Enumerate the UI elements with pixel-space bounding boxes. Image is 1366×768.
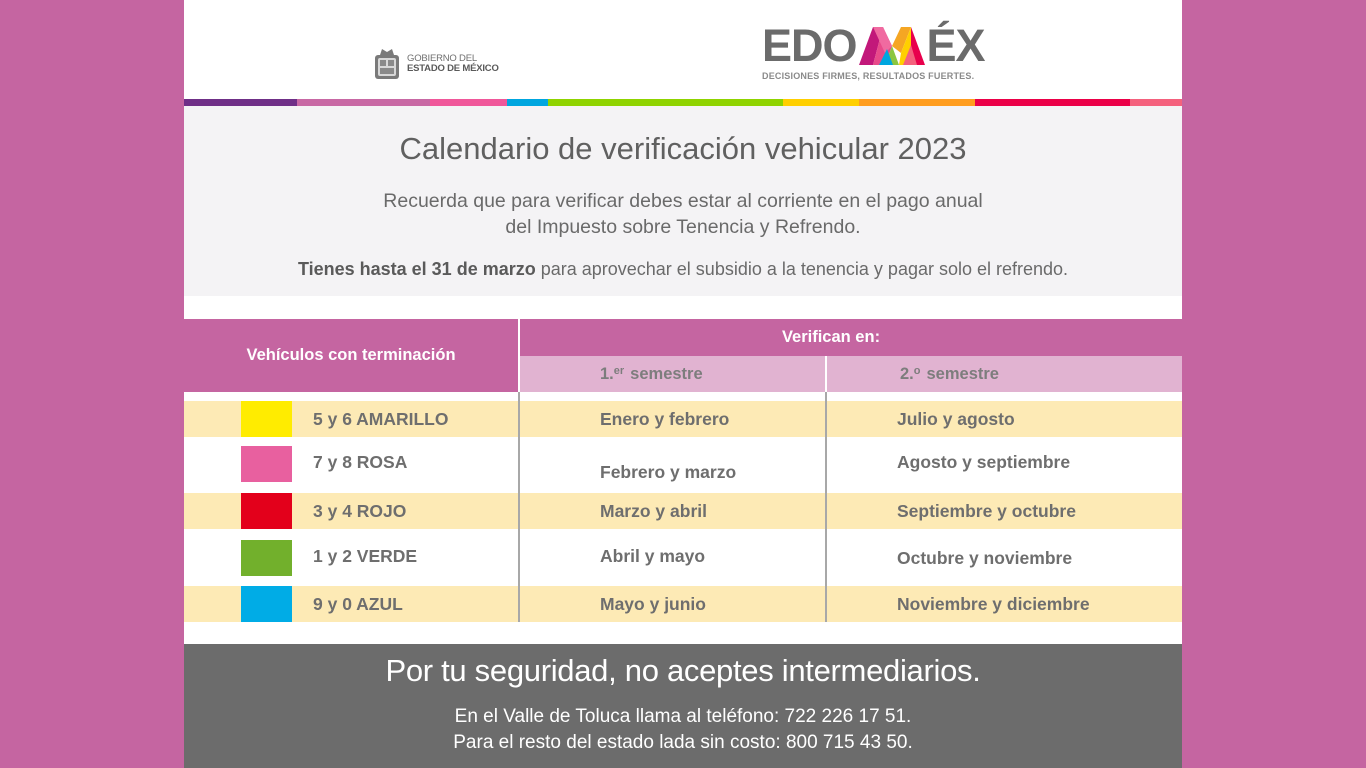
color-stripe-segment xyxy=(783,99,859,106)
header-semestre-1 xyxy=(520,356,825,392)
terminacion-cell: 7 y 8 ROSA xyxy=(313,451,408,472)
intro-notice xyxy=(184,188,1182,240)
verification-calendar-page xyxy=(184,0,1182,768)
semestre1-cell: Marzo y abril xyxy=(600,500,707,521)
color-stripe-segment xyxy=(1130,99,1182,106)
color-stripe-segment xyxy=(297,99,430,106)
deadline-rest: para aprovechar el subsidio a la tenencia y pagar solo el refrendo. xyxy=(535,259,1069,279)
color-swatch-amarillo xyxy=(241,401,292,437)
deadline-notice xyxy=(184,259,1182,280)
gobierno-line2: ESTADO DE MÉXICO xyxy=(407,63,499,74)
coat-of-arms-icon xyxy=(372,47,402,81)
semestre2-cell: Septiembre y octubre xyxy=(897,500,1076,521)
terminacion-cell: 1 y 2 VERDE xyxy=(313,545,418,566)
table-row xyxy=(184,401,1182,437)
color-stripe-segment xyxy=(430,99,507,106)
header-verifican-en: Verifican en: xyxy=(520,319,1182,356)
edomex-word-right: ÉX xyxy=(926,20,985,71)
sem2-label: semestre xyxy=(926,364,999,383)
semestre1-cell: Abril y mayo xyxy=(600,545,706,566)
footer-title: Por tu seguridad, no aceptes intermediarios. xyxy=(385,653,981,688)
column-divider xyxy=(518,392,520,622)
edomex-word-left: EDO xyxy=(762,20,857,71)
color-swatch-rojo xyxy=(241,493,292,529)
sem1-superscript: er xyxy=(613,365,625,377)
color-swatch-rosa xyxy=(241,446,292,482)
page-title: Calendario de verificación vehicular 2023 xyxy=(399,131,967,166)
color-swatch-verde xyxy=(241,540,292,576)
color-stripe-segment xyxy=(859,99,975,106)
gobierno-logo xyxy=(372,47,499,81)
color-stripe-segment xyxy=(507,99,548,106)
header-terminacion: Vehículos con terminación xyxy=(184,319,518,392)
verification-table xyxy=(184,319,1182,622)
table-row xyxy=(184,586,1182,622)
semestre1-cell: Febrero y marzo xyxy=(600,461,737,482)
intro-notice-line2: del Impuesto sobre Tenencia y Refrendo. xyxy=(505,216,861,238)
footer-phone-toluca: En el Valle de Toluca llama al teléfono: 722 226 17 51. xyxy=(454,706,912,727)
semestre1-cell: Mayo y junio xyxy=(600,593,706,614)
semestre2-cell: Agosto y septiembre xyxy=(897,451,1071,472)
semestre2-cell: Noviembre y diciembre xyxy=(897,593,1090,614)
semestre2-cell: Julio y agosto xyxy=(897,408,1015,429)
color-stripe-segment xyxy=(548,99,783,106)
intro-section xyxy=(184,106,1182,296)
intro-notice-line1: Recuerda que para verificar debes estar al corriente en el pago anual xyxy=(383,190,983,212)
color-stripe-segment xyxy=(184,99,297,106)
terminacion-cell: 3 y 4 ROJO xyxy=(313,500,407,521)
footer-phone-state: Para el resto del estado lada sin costo: 800 715 43 50. xyxy=(453,732,913,753)
semestre2-cell: Octubre y noviembre xyxy=(897,547,1073,568)
table-row xyxy=(184,540,1182,576)
gobierno-line1: GOBIERNO DEL xyxy=(407,53,477,64)
deadline-bold: Tienes hasta el 31 de marzo xyxy=(297,259,536,279)
footer-warning xyxy=(184,644,1182,768)
table-row xyxy=(184,493,1182,529)
sem1-number: 1. xyxy=(600,364,614,383)
multicolor-m-icon xyxy=(859,27,925,65)
terminacion-cell: 9 y 0 AZUL xyxy=(313,593,403,614)
semestre1-cell: Enero y febrero xyxy=(600,408,730,429)
color-stripe xyxy=(184,99,1182,106)
sem2-superscript: o xyxy=(913,365,921,377)
edomex-logo xyxy=(762,20,985,81)
sem1-label: semestre xyxy=(630,364,703,383)
header-semestre-2 xyxy=(827,356,1182,392)
column-divider xyxy=(825,392,827,622)
color-stripe-segment xyxy=(975,99,1130,106)
header xyxy=(184,0,1182,99)
sem2-number: 2. xyxy=(900,364,914,383)
table-row xyxy=(184,446,1182,482)
color-swatch-azul xyxy=(241,586,292,622)
terminacion-cell: 5 y 6 AMARILLO xyxy=(313,408,449,429)
edomex-tagline: DECISIONES FIRMES, RESULTADOS FUERTES. xyxy=(762,71,975,81)
